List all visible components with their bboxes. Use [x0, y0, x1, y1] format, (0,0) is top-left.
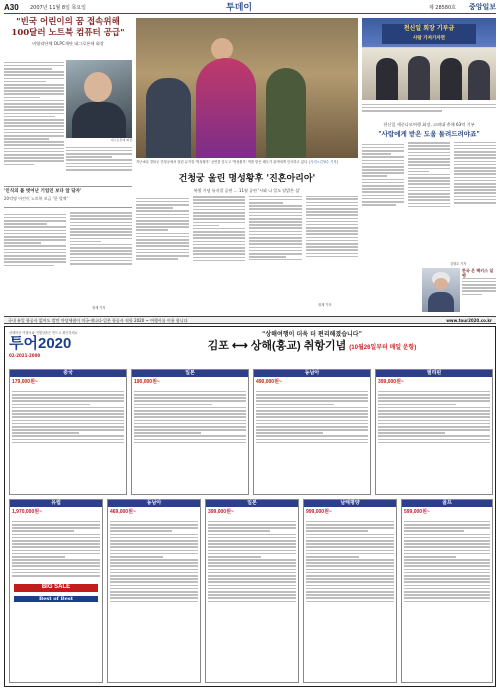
ad-col-pacific[interactable]	[303, 499, 397, 683]
story3-subhead: 천신일 세중나모여행 회장, 고려대 총애 63억 기부	[383, 122, 475, 127]
story3-quote: "사람에게 받은 도움 돌려드려야죠"	[378, 130, 480, 138]
ad-tagline: 선택하신 여행사와 여행상품은 반드시 확인하세요	[9, 331, 78, 335]
ad-col-philippines-price: 399,000원~	[378, 379, 404, 385]
ad-col-china-head: 중국	[10, 370, 126, 377]
story2-photo-caption	[136, 160, 358, 164]
story2-photo-credit: [사진=김형수 기자]	[309, 160, 338, 164]
story3-photo-caption	[362, 102, 496, 120]
story1-byline: 정재 기자	[92, 306, 106, 310]
ad-col-japan2-price: 399,000원~	[208, 509, 234, 515]
issue-number: 제 28580호	[428, 5, 456, 11]
ad-col-europe-head: 유럽	[10, 500, 102, 507]
story2-body	[136, 196, 358, 306]
ad-title-sub: (10월26일부터 매일 운항)	[349, 344, 417, 351]
ad-col-pacific-head: 남태평양	[304, 500, 396, 507]
ad-col-golf-price: 599,000원~	[404, 509, 430, 515]
clothes-icon	[428, 292, 454, 312]
portrait-face-icon	[84, 72, 112, 102]
ad-col-japan2[interactable]	[205, 499, 299, 683]
ad-big-sale-badge: BIG SALE	[14, 584, 98, 592]
page-header	[4, 2, 496, 14]
story1-headline-line2: 100달러 노트북 컴퓨터 공급"	[11, 28, 125, 38]
story1-photo-caption: 네그로폰테 회장	[110, 138, 132, 142]
ad-col-japan[interactable]	[131, 369, 249, 495]
ad-phone[interactable]: 02-2021-2000	[9, 353, 41, 358]
ad-title-main: 김포 ⟷ 상해(홍교) 취항기념	[207, 339, 347, 352]
travel-ad[interactable]	[4, 326, 496, 687]
ad-col-china-price: 179,000원~	[12, 379, 38, 385]
ad-col-philippines[interactable]	[375, 369, 493, 495]
story1-subhead: 비영리단체 OLPC재단 네그로폰테 회장	[32, 41, 104, 46]
ad-col-japan-price: 190,000원~	[134, 379, 160, 385]
ad-col-europe-price: 1,970,000원~	[12, 509, 42, 515]
story2-headline: 건청궁 울린 명성황후 '진혼아리아'	[178, 174, 316, 184]
issue-date: 2007년 11월 8일 목요일	[30, 5, 87, 11]
ad-brand-block	[9, 331, 127, 365]
ad-col-sea-price: 490,000원~	[256, 379, 282, 385]
person-figure-icon	[376, 58, 398, 100]
hanbok-dress-icon	[196, 58, 256, 158]
ad-col-japan-head: 일본	[132, 370, 248, 377]
ad-col-pacific-price: 999,000원~	[306, 509, 332, 515]
ad-col-sea2[interactable]	[107, 499, 201, 683]
story1-pull-quote	[4, 186, 132, 208]
story3-banner-line2: 사람 가져가자면	[413, 36, 445, 41]
story2-photo	[136, 18, 358, 158]
story1-body-bottom	[4, 212, 132, 312]
ad-col-china[interactable]	[9, 369, 127, 495]
story4-body	[462, 276, 496, 310]
story2-caption-text: 지난 6일 경복궁 건청궁에서 열린 뮤지컬 '명성황후' 공연을 앞두고 '명성황후' 역을 맡은 배우가 관객에게 인사하고 있다.	[136, 160, 309, 164]
story1-body-col2	[66, 145, 132, 185]
person-figure-icon	[408, 56, 430, 100]
ad-col-japan2-head: 일본	[206, 500, 298, 507]
ad-best-of-best-badge: Best of Best	[14, 596, 98, 602]
performer-face-icon	[211, 38, 233, 60]
story1-headline-box	[4, 17, 132, 57]
story3-byline: 김형수 기자	[450, 262, 467, 266]
ad-title-block	[131, 331, 493, 365]
ad-col-philippines-head: 필리핀	[376, 370, 492, 377]
story4-photo	[422, 268, 460, 312]
ad-banner-text: 국내 유일 항공사 없어도 발만 마당세월이 미국·캐나다·일본 항공사 직항 2020 ~ 여행사를 이용 합니다	[8, 318, 188, 323]
pull-quote-text: '인식의 틀 벗어난 기업인 보다 앞 닦자'	[4, 189, 82, 194]
audience-figure-icon	[266, 68, 306, 158]
ad-col-sea-head: 동남아	[254, 370, 370, 377]
ad-col-europe[interactable]	[9, 499, 103, 683]
ad-col-sea2-price: 469,000원~	[110, 509, 136, 515]
person-figure-icon	[468, 60, 490, 100]
story2-byline: 정재 기자	[318, 303, 332, 307]
face-icon	[434, 278, 448, 290]
newspaper-logo: 중앙일보	[468, 2, 496, 11]
portrait-suit-icon	[72, 102, 126, 138]
audience-figure-icon	[146, 78, 191, 158]
ad-banner-url[interactable]: www.tour2020.co.kr	[446, 318, 492, 323]
section-title: 투데이	[226, 2, 253, 12]
banner-sign	[382, 24, 476, 44]
pull-quote-sub: 20억명 어린이 노트북 보급 '한 발짝'	[4, 195, 68, 201]
story1-headline-line1: "빈국 어린이의 꿈 접속위해	[16, 17, 120, 27]
story3-banner-line1: 천신일 회장 기부금	[403, 25, 455, 32]
story3-body	[362, 142, 496, 260]
person-figure-icon	[440, 58, 462, 100]
story3-photo	[362, 18, 496, 100]
ad-brand-logo: 투어2020	[9, 335, 72, 352]
ad-banner[interactable]	[4, 316, 496, 324]
story2-subhead: 복원 기념 뮤지컬 공연 … 11월 공연 '시와 나 일도 달밝은 섬'	[193, 188, 301, 193]
ad-top-banner: “상해여행이 더욱 더 편리해졌습니다”	[261, 331, 363, 338]
page-number: A30	[4, 3, 19, 12]
story1-headline	[4, 17, 132, 39]
ad-col-sea[interactable]	[253, 369, 371, 495]
story1-photo	[66, 60, 132, 138]
story4-headline: 한국 온 팩키스 일행	[462, 268, 494, 278]
ad-col-sea2-head: 동남아	[108, 500, 200, 507]
ad-col-golf-head: 골프	[402, 500, 492, 507]
ad-title	[131, 339, 493, 355]
ad-col-golf[interactable]	[401, 499, 493, 683]
